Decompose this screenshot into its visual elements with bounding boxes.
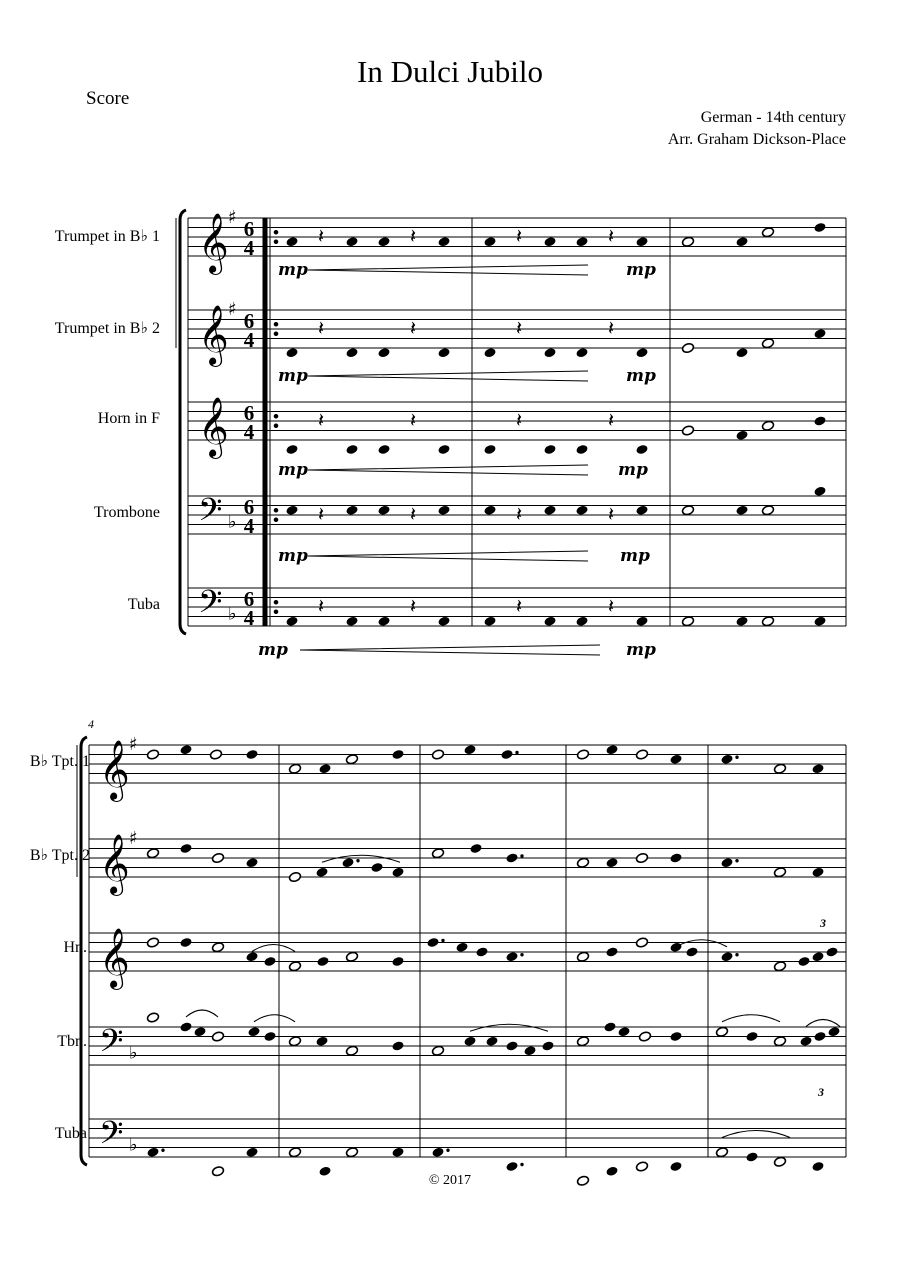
notehead [617,1026,630,1037]
augmentation-dot [520,854,523,857]
notehead [345,951,358,962]
bass-clef: 𝄢 [99,1114,124,1159]
slur [252,945,295,952]
notehead [341,857,354,868]
dynamic-mp: mp [258,640,288,660]
notehead [377,347,390,358]
quarter-rest: 𝄽 [410,408,417,432]
notehead [773,763,786,774]
notehead [735,505,748,516]
notehead [483,616,496,627]
quarter-rest: 𝄽 [516,224,523,248]
notehead [761,420,774,431]
notehead [431,848,444,859]
flat-key: ♭ [129,1042,138,1064]
notehead [391,1147,404,1158]
augmentation-dot [735,756,738,759]
notehead [179,744,192,755]
notehead [318,1166,331,1177]
notehead [211,1031,224,1042]
notehead [179,843,192,854]
notehead [345,236,358,247]
notehead [575,236,588,247]
notehead [681,342,694,353]
treble-clef: 𝄞 [198,397,229,457]
notehead [543,236,556,247]
notehead [575,347,588,358]
dynamic-mp: mp [626,366,656,386]
notehead [799,1036,812,1047]
notehead [635,505,648,516]
notehead [245,857,258,868]
quarter-rest: 𝄽 [608,224,615,248]
notehead [288,1147,301,1158]
notehead [811,951,824,962]
notehead [735,236,748,247]
notehead [715,1026,728,1037]
repeat-dot [274,332,278,336]
notehead [605,744,618,755]
notehead [146,848,159,859]
notehead [669,754,682,765]
notehead [288,871,301,882]
notehead [193,1026,206,1037]
slur [322,855,400,862]
notehead [211,852,224,863]
notehead [825,946,838,957]
notehead [715,1147,728,1158]
notehead [720,951,733,962]
repeat-dot [274,322,278,326]
sharp-key: ♯ [129,734,138,755]
copyright: © 2017 [428,1173,472,1188]
notehead [773,961,786,972]
notehead [669,942,682,953]
time-signature-top: 6 [243,309,255,333]
dynamic-mp: mp [620,546,650,566]
clefs [99,213,229,1159]
notehead [605,946,618,957]
notehead [469,843,482,854]
triplet-mark: 3 [820,916,826,930]
treble-clef: 𝄞 [99,928,130,988]
dynamic-mp: mp [618,460,648,480]
time-signatures [244,217,255,630]
slur [186,1010,218,1017]
thick-barline [263,218,267,626]
instrument-label-tuba-short: Tuba [54,1125,87,1142]
notehead [505,1161,518,1172]
time-signature-bottom: 4 [243,328,255,352]
notehead [811,1161,824,1172]
notehead [245,749,258,760]
notehead [211,1166,224,1177]
notehead [635,616,648,627]
time-signature-top: 6 [243,587,255,611]
notehead [391,749,404,760]
notehead [288,1036,301,1047]
notehead [638,1031,651,1042]
notehead [345,347,358,358]
notehead [681,425,694,436]
quarter-rest: 𝄽 [318,594,325,618]
dynamic-mp: mp [278,546,308,566]
notehead [681,505,694,516]
quarter-rest: 𝄽 [410,224,417,248]
notehead [669,1031,682,1042]
notehead [437,236,450,247]
notehead [635,347,648,358]
notehead [576,951,589,962]
notehead [377,505,390,516]
crescendo-hairpin [308,371,588,381]
augmentation-dot [161,1149,164,1152]
time-signature-top: 6 [243,217,255,241]
notehead [773,1036,786,1047]
quarter-rest: 𝄽 [410,594,417,618]
notehead [211,942,224,953]
notehead [813,1031,826,1042]
notehead [377,444,390,455]
dynamics [258,260,826,1099]
time-signature-bottom: 4 [243,514,255,538]
dynamic-mp: mp [278,366,308,386]
notehead [635,236,648,247]
slur [470,1024,548,1031]
augmentation-dot [356,859,359,862]
system-brackets [77,210,186,1165]
notehead [813,328,826,339]
slurs [186,855,840,1137]
augmentation-dot [441,939,444,942]
score-label: Score [86,88,130,109]
augmentation-dot [735,859,738,862]
hairpins [300,265,600,655]
quarter-rest: 𝄽 [410,316,417,340]
notehead [635,749,648,760]
notehead [773,1156,786,1167]
notehead [813,222,826,233]
notehead [263,1031,276,1042]
quarter-rest: 𝄽 [410,502,417,526]
notehead [543,444,556,455]
augmentation-dot [735,953,738,956]
notehead [437,444,450,455]
sharp-key: ♯ [228,299,237,320]
notehead [431,1045,444,1056]
treble-clef: 𝄞 [99,740,130,800]
notehead [463,744,476,755]
notehead [437,347,450,358]
notehead [391,956,404,967]
notehead [247,1026,260,1037]
notehead [735,347,748,358]
notehead [485,1036,498,1047]
augmentation-dot [446,1149,449,1152]
notehead [575,444,588,455]
notehead [576,1036,589,1047]
notehead [575,616,588,627]
bass-clef: 𝄢 [198,491,223,536]
notehead [475,946,488,957]
quarter-rest: 𝄽 [608,408,615,432]
quarter-rest: 𝄽 [318,224,325,248]
time-signature-top: 6 [243,401,255,425]
notehead [635,1161,648,1172]
notehead [437,505,450,516]
notehead [455,942,468,953]
composer-credit: German - 14th century [700,109,846,126]
time-signature-bottom: 4 [243,420,255,444]
notehead [245,1147,258,1158]
arranger-credit: Arr. Graham Dickson-Place [667,131,846,148]
crescendo-hairpin [308,265,588,275]
notehead [761,505,774,516]
notehead [285,616,298,627]
instrument-label-trumpet-1: Trumpet in B♭ 1 [54,228,160,245]
notehead [345,754,358,765]
flat-key: ♭ [228,511,237,533]
flat-key: ♭ [129,1134,138,1156]
repeat-dot [274,518,278,522]
notehead [316,956,329,967]
time-signature-top: 6 [243,495,255,519]
notes [146,210,840,1187]
notehead [426,937,439,948]
dynamic-mp: mp [626,640,656,660]
notehead [827,1026,840,1037]
notehead [146,749,159,760]
notehead [576,749,589,760]
quarter-rest: 𝄽 [318,408,325,432]
notehead [761,338,774,349]
bass-clef: 𝄢 [99,1022,124,1067]
slur [806,1020,840,1027]
notehead [635,852,648,863]
notehead [431,749,444,760]
notehead [681,616,694,627]
notehead [605,857,618,868]
notehead [245,951,258,962]
instrument-label-trombone-short: Tbn. [57,1033,87,1050]
notehead [483,444,496,455]
quarter-rest: 𝄽 [608,594,615,618]
time-signature-bottom: 4 [243,606,255,630]
crescendo-hairpin [308,551,588,561]
notehead [391,1040,404,1051]
augmentation-dot [520,1163,523,1166]
notehead [146,1147,159,1158]
notehead [543,347,556,358]
notehead [288,961,301,972]
instrument-label-tuba: Tuba [127,596,160,613]
repeat-dot [274,610,278,614]
quarter-rest: 𝄽 [516,594,523,618]
notehead [773,867,786,878]
score-title: In Dulci Jubilo [357,54,543,89]
time-signature-bottom: 4 [243,236,255,260]
notehead [735,430,748,441]
dynamic-mp: mp [278,460,308,480]
treble-clef: 𝄞 [99,834,130,894]
notehead [813,616,826,627]
notehead [735,616,748,627]
augmentation-dot [515,751,518,754]
notehead [370,862,383,873]
notehead [605,1166,618,1177]
quarter-rest: 𝄽 [516,316,523,340]
instrument-label-trumpet-2-short: B♭ Tpt. 2 [29,847,90,864]
quarter-rest: 𝄽 [318,316,325,340]
notehead [285,236,298,247]
sharp-key: ♯ [129,828,138,849]
system-bracket [180,210,186,634]
treble-clef: 𝄞 [198,213,229,273]
notehead [285,444,298,455]
slur [254,1015,295,1022]
notehead [146,1012,159,1023]
notehead [669,1161,682,1172]
notehead [377,236,390,247]
dynamic-mp: mp [626,260,656,280]
system-bracket [81,737,87,1165]
notehead [431,1147,444,1158]
repeat-dot [274,230,278,234]
repeat-dot [274,424,278,428]
notehead [720,857,733,868]
dynamic-mp: mp [278,260,308,280]
notehead [483,236,496,247]
notehead [523,1045,536,1056]
measure-number: 4 [88,717,94,731]
quarter-rest: 𝄽 [608,316,615,340]
repeat-dot [274,508,278,512]
notehead [505,951,518,962]
instrument-label-horn-short: Hn. [63,939,87,956]
notehead [209,749,222,760]
instrument-label-trombone: Trombone [93,504,160,521]
notehead [811,763,824,774]
bass-clef: 𝄢 [198,583,223,628]
notehead [146,937,159,948]
notehead [483,347,496,358]
notehead [669,852,682,863]
crescendo-hairpin [300,645,600,655]
repeat-dot [274,414,278,418]
notehead [745,1031,758,1042]
slur [676,940,727,947]
notehead [345,444,358,455]
notehead [315,867,328,878]
slur [722,1131,790,1138]
instrument-label-trumpet-2: Trumpet in B♭ 2 [54,320,160,337]
notehead [285,505,298,516]
quarter-rest: 𝄽 [608,502,615,526]
notehead [543,616,556,627]
notehead [288,763,301,774]
notehead [345,616,358,627]
notehead [505,1040,518,1051]
notehead [541,1040,554,1051]
notehead [575,505,588,516]
instrument-label-trumpet-1-short: B♭ Tpt. 1 [29,753,90,770]
notehead [681,236,694,247]
notehead [391,867,404,878]
notehead [576,1175,589,1186]
notehead [285,347,298,358]
notehead [720,754,733,765]
notehead [500,749,513,760]
notehead [761,227,774,238]
notehead [603,1021,616,1032]
triplet-mark: 3 [818,1085,824,1099]
augmentation-dot [520,953,523,956]
quarter-rest: 𝄽 [516,502,523,526]
notehead [179,937,192,948]
notehead [315,1036,328,1047]
notehead [543,505,556,516]
notehead [345,505,358,516]
notehead [761,616,774,627]
flat-key: ♭ [228,603,237,625]
repeat-dot [274,600,278,604]
slur [722,1015,780,1022]
notehead [745,1151,758,1162]
instrument-label-horn: Horn in F [97,410,160,427]
notehead [505,852,518,863]
notehead [483,505,496,516]
notehead [635,937,648,948]
notehead [318,763,331,774]
notehead [345,1147,358,1158]
notehead [179,1021,192,1032]
notehead [463,1036,476,1047]
crescendo-hairpin [308,465,588,475]
treble-clef: 𝄞 [198,305,229,365]
repeat-dot [274,240,278,244]
notehead [345,1045,358,1056]
notehead [263,956,276,967]
notehead [813,486,826,497]
notehead [797,956,810,967]
notehead [685,946,698,957]
notehead [813,415,826,426]
notehead [437,616,450,627]
notehead [811,867,824,878]
sharp-key: ♯ [228,207,237,228]
notehead [576,857,589,868]
notehead [377,616,390,627]
quarter-rest: 𝄽 [318,502,325,526]
quarter-rest: 𝄽 [516,408,523,432]
notehead [635,444,648,455]
